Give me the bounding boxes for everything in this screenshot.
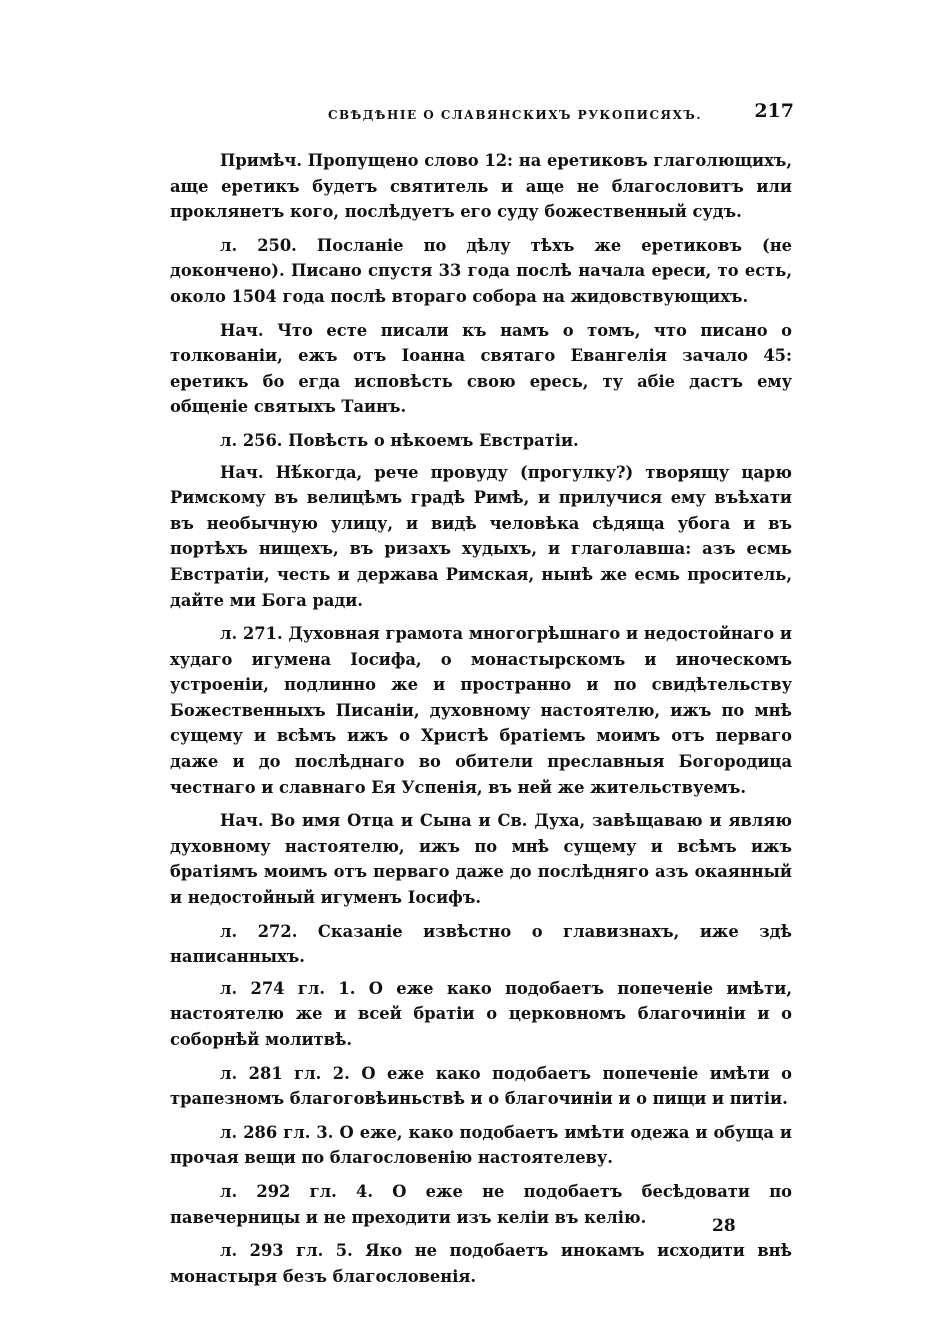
page-header [170, 100, 796, 130]
paragraph-leaf-256: л. 256. Повѣсть о нѣкоемъ Евстратіи. [220, 430, 579, 450]
paragraph-leaf-286: л. 286 гл. 3. О еже, како подобаетъ имѣти одежа и обуща и прочая вещи по благословенію настоятелеву. [170, 1122, 792, 1168]
signature-mark: 28 [712, 1216, 736, 1236]
paragraph-leaf-271: л. 271. Духовная грамота многогрѣшнаго и недостойнаго и худаго игумена Іосифа, о монастырскомъ и иноческомъ устроеніи, подлинно же и пространно и по свидѣтельству Божественныхъ Писаніи, духовному настоятелю, ижъ по мнѣ сущему и всѣмъ ижъ о Христѣ братіемъ моимъ отъ перваго даже и до послѣднаго во обители преславныя Богородица честнаго и славнаго Ея Успенія, въ ней же жительствуемъ. [170, 624, 792, 797]
paragraph-note: Примѣч. Пропущено слово 12: на еретиковъ глаголющихъ, аще еретикъ будетъ святитель и аще не благословитъ или проклянетъ кого, послѣдуетъ его суду божественный судъ. [170, 151, 792, 222]
paragraph-incipit-2: Нач. Нѣ́когда, рече провуду (прогулку?) творящу царю Римскому въ велицѣмъ градѣ Римѣ, и прилучися ему въѣхати въ необычную улицу, и видѣ человѣка сѣдяща убога и въ портѣхъ нищехъ, въ ризахъ худыхъ, и глаголавша: азъ есмь Евстратіи, честь и держава Римская, нынѣ же есмь проситель, дайте ми Бога ради. [170, 462, 792, 610]
paragraph-leaf-292: л. 292 гл. 4. О еже не подобаетъ бесѣдовати по павечерницы и не преходити изъ келіи въ келію. [170, 1181, 792, 1227]
paragraph-leaf-281: л. 281 гл. 2. О еже како подобаетъ попеченіе имѣти о трапезномъ благоговѣиньствѣ и о благочиніи и о пищи и питіи. [170, 1063, 792, 1109]
paragraph-leaf-272: л. 272. Сказаніе извѣстно о главизнахъ, иже здѣ написанныхъ. [170, 921, 792, 967]
paragraph-incipit-3: Нач. Во имя Отца и Сына и Св. Духа, завѣщаваю и являю духовному настоятелю, ижъ по мнѣ сущему и всѣмъ ижъ братіямъ моимъ отъ перваго даже до послѣдняго азъ окаянный и недостойный игуменъ Іосифъ. [170, 811, 792, 908]
paragraph-leaf-293: л. 293 гл. 5. Яко не подобаетъ инокамъ исходити внѣ монастыря безъ благословенія. [170, 1241, 792, 1286]
body-text [170, 148, 792, 1297]
running-title: СВѢДѢНІЕ О СЛАВЯНСКИХЪ РУКОПИСЯХЪ. [328, 108, 703, 122]
page-number: 217 [754, 100, 794, 122]
paragraph-incipit-1: Нач. Что есте писали къ намъ о томъ, что писано о толкованіи, ежъ отъ Іоанна святаго Евангелія зачало 45: еретикъ бо егда исповѣсть свою ересь, ту абіе дастъ ему общеніе святыхъ Таинъ. [170, 320, 792, 417]
paragraph-leaf-274: л. 274 гл. 1. О еже како подобаетъ попеченіе имѣти, настоятелю же и всей братіи о церковномъ благочиніи и о соборнѣй молитвѣ. [170, 978, 792, 1049]
paragraph-leaf-250: л. 250. Посланіе по дѣлу тѣхъ же еретиковъ (не докончено). Писано спустя 33 года послѣ начала ереси, то есть, около 1504 года послѣ втораго собора на жидовствующихъ. [170, 235, 792, 306]
